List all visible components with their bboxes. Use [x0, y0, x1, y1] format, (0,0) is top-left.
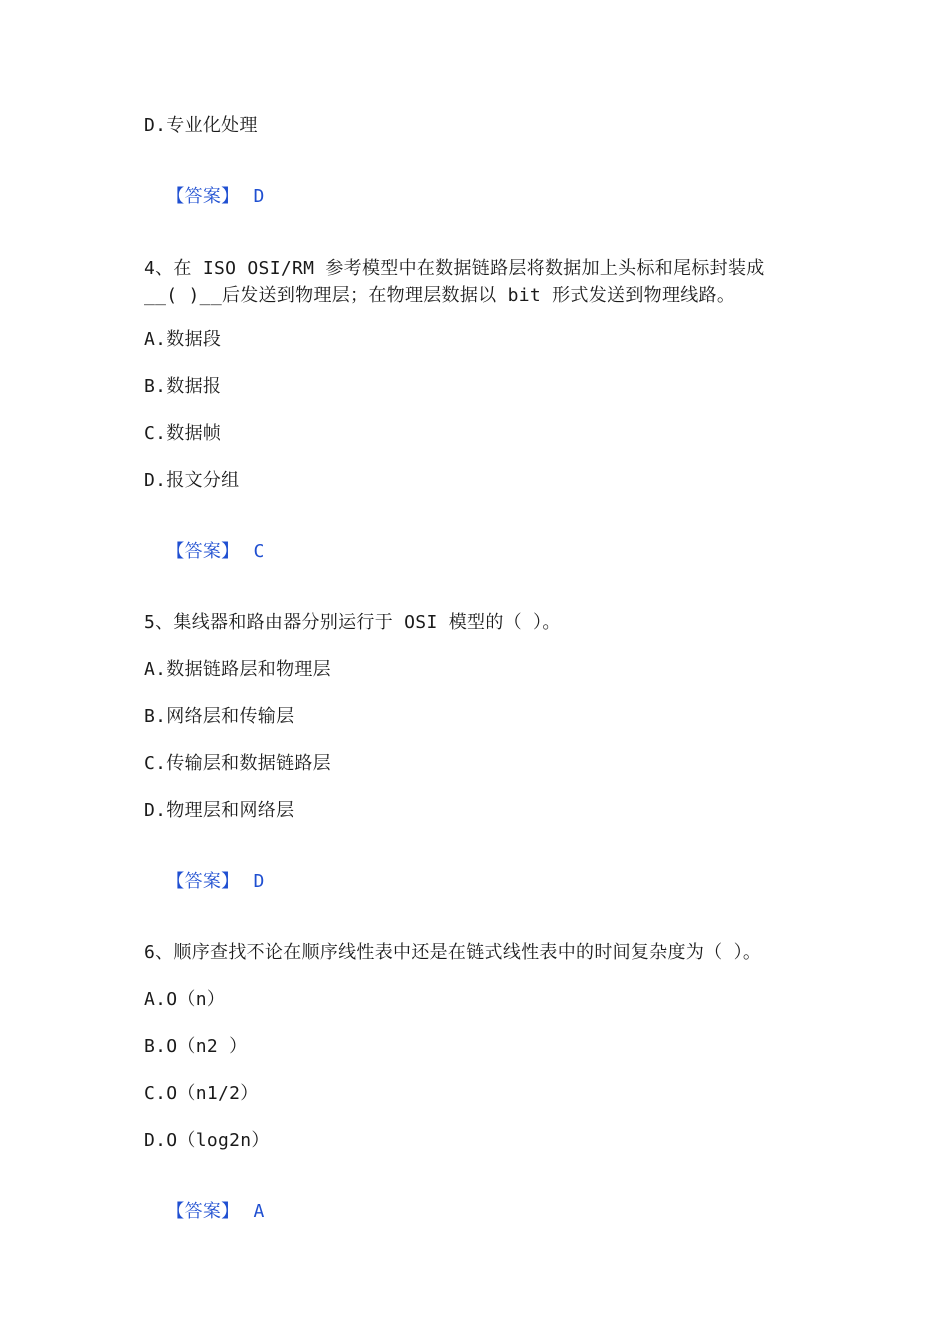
- answer-value: C: [253, 541, 265, 562]
- prev-option-d: D.专业化处理: [144, 115, 258, 136]
- q5-text: 5、集线器和路由器分别运行于 OSI 模型的（ ）。: [144, 612, 561, 633]
- q5-option-a: A.数据链路层和物理层: [144, 659, 331, 680]
- q4-text-line1: 4、在 ISO OSI/RM 参考模型中在数据链路层将数据加上头标和尾标封装成: [144, 258, 765, 279]
- q4-answer: [144, 516, 265, 564]
- q4-text-line2: __( )__后发送到物理层；在物理层数据以 bit 形式发送到物理线路。: [144, 285, 736, 306]
- q5-option-d: D.物理层和网络层: [144, 800, 295, 821]
- answer-label: 【答案】: [166, 186, 240, 207]
- q6-answer: [144, 1176, 265, 1224]
- q6-option-a: A.O（n）: [144, 989, 226, 1010]
- answer-value: D: [253, 871, 265, 892]
- answer-label: 【答案】: [166, 541, 240, 562]
- q5-option-c: C.传输层和数据链路层: [144, 753, 331, 774]
- answer-label: 【答案】: [166, 1201, 240, 1222]
- prev-answer: [144, 161, 265, 209]
- answer-value: A: [253, 1201, 265, 1222]
- q4-option-a: A.数据段: [144, 329, 222, 350]
- q6-option-b: B.O（n2 ）: [144, 1036, 248, 1057]
- q4-option-b: B.数据报: [144, 376, 222, 397]
- answer-label: 【答案】: [166, 871, 240, 892]
- q6-option-c: C.O（n1/2）: [144, 1083, 259, 1104]
- q5-option-b: B.网络层和传输层: [144, 706, 295, 727]
- q5-answer: [144, 846, 265, 894]
- q4-option-c: C.数据帧: [144, 423, 222, 444]
- q6-text: 6、顺序查找不论在顺序线性表中还是在链式线性表中的时间复杂度为（ ）。: [144, 942, 762, 963]
- q6-option-d: D.O（log2n）: [144, 1130, 270, 1151]
- answer-value: D: [253, 186, 265, 207]
- q4-option-d: D.报文分组: [144, 470, 240, 491]
